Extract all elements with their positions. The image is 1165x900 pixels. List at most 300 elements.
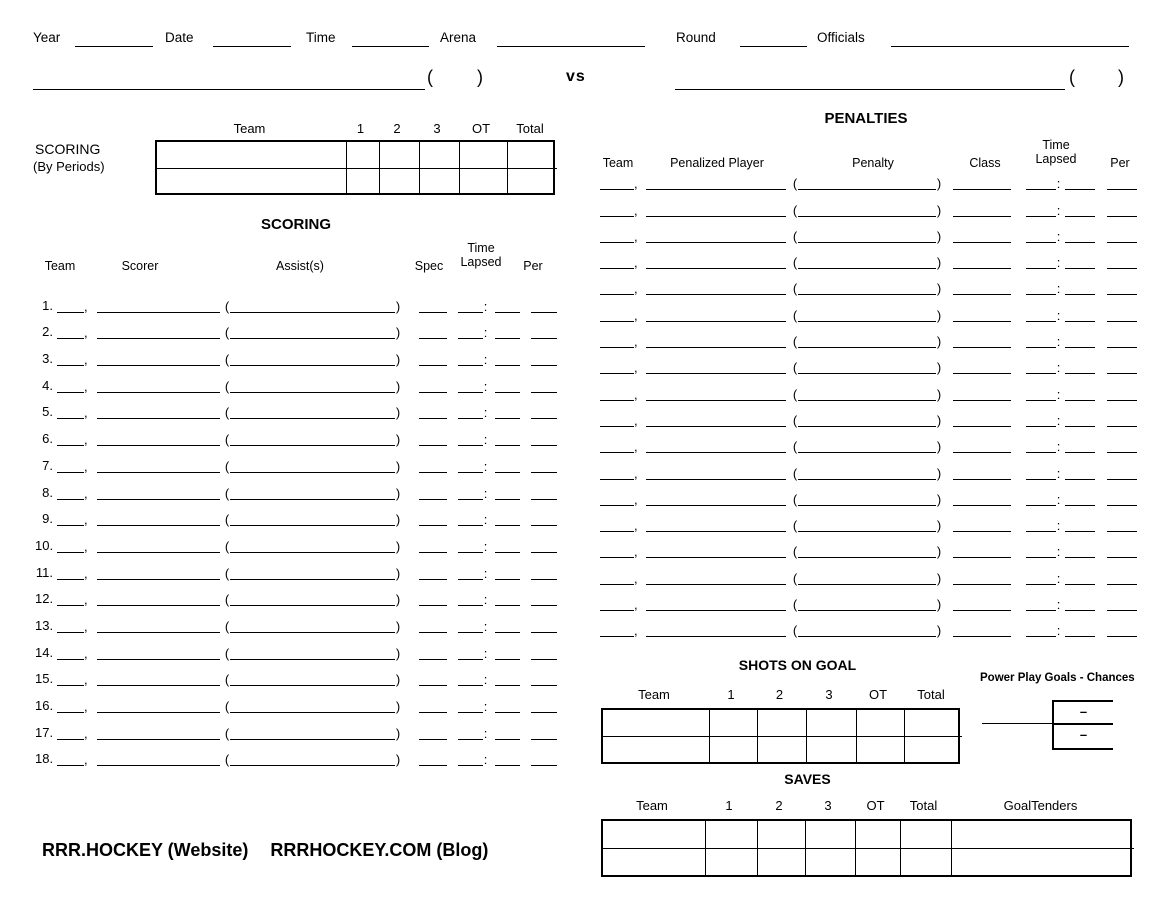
home-team-blank <box>33 89 425 90</box>
scoring-time-min-blank <box>458 672 483 686</box>
scoring-per-blank <box>531 512 557 526</box>
open-paren-symbol: ( <box>224 405 230 421</box>
colon-symbol: : <box>1056 623 1061 639</box>
table-cell <box>419 168 459 194</box>
penalty-team-blank <box>600 203 634 217</box>
close-paren-symbol: ) <box>395 618 401 634</box>
penalty-time-min-blank <box>1026 360 1056 374</box>
scoring-time-sec-blank <box>495 752 520 766</box>
penalty-row <box>600 217 1137 243</box>
scoring-spec-blank <box>419 619 447 633</box>
date-blank <box>213 46 291 47</box>
penalty-team-blank <box>600 281 634 295</box>
penalty-player-blank <box>646 518 786 532</box>
scoring-team-blank <box>57 325 84 339</box>
scoring-team-blank <box>57 459 84 473</box>
scoring-time-sec-blank <box>495 299 520 313</box>
footer <box>42 840 510 861</box>
penalty-team-blank <box>600 413 634 427</box>
open-paren-symbol: ( <box>224 699 230 714</box>
scoring-spec-blank <box>419 726 447 740</box>
scoring-time-sec-blank <box>495 486 520 500</box>
sbp-header-col-0: Team <box>233 121 266 136</box>
table-cell <box>904 710 962 736</box>
colon-symbol: : <box>1056 202 1061 218</box>
scoring-time-header-line1: Time <box>467 241 495 255</box>
open-paren-symbol: ( <box>792 334 798 350</box>
colon-symbol: : <box>1056 597 1061 613</box>
comma-symbol: , <box>84 298 88 314</box>
close-paren-symbol: ) <box>936 491 942 507</box>
table-cell <box>855 848 900 875</box>
comma-symbol: , <box>634 518 638 534</box>
open-paren-symbol: ( <box>792 412 798 428</box>
scoring-assists-blank <box>230 566 395 580</box>
scoring-assists-blank <box>230 325 395 339</box>
penalty-name-blank <box>798 466 936 480</box>
scoring-row <box>35 446 557 473</box>
table-cell <box>951 821 1134 848</box>
comma-symbol: , <box>84 352 88 368</box>
penalty-player-blank <box>646 229 786 243</box>
penalty-name-blank <box>798 597 936 611</box>
table-cell <box>705 821 757 848</box>
penalty-name-blank <box>798 255 936 269</box>
scoring-team-blank <box>57 752 84 766</box>
penalty-team-blank <box>600 334 634 348</box>
open-paren-symbol: ( <box>224 538 230 554</box>
penalties-penalty-header: Penalty <box>852 156 894 170</box>
comma-symbol: , <box>84 538 88 554</box>
penalty-per-blank <box>1107 281 1137 295</box>
penalty-time-sec-blank <box>1065 229 1095 243</box>
scoring-row-number: 5. <box>42 404 53 420</box>
scoring-assists-blank <box>230 352 395 366</box>
sog-header-col-1: 1 <box>727 687 735 702</box>
penalty-team-blank <box>600 518 634 532</box>
table-cell <box>507 142 557 168</box>
comma-symbol: , <box>634 570 638 586</box>
open-paren-symbol: ( <box>224 325 230 341</box>
table-cell <box>459 168 507 194</box>
scoring-time-sec-blank <box>495 619 520 633</box>
footer-blog: RRRHOCKEY.COM (Blog) <box>270 840 489 860</box>
table-cell <box>757 848 805 875</box>
colon-symbol: : <box>1056 570 1061 586</box>
penalty-row <box>600 427 1137 453</box>
scoring-time-header-line2: Lapsed <box>460 254 502 269</box>
penalty-per-blank <box>1107 308 1137 322</box>
scoring-time-min-blank <box>458 699 483 713</box>
scoring-row-number: 8. <box>42 484 53 500</box>
scoring-time-sec-blank <box>495 672 520 686</box>
scoring-row-number: 9. <box>42 511 53 527</box>
colon-symbol: : <box>483 752 488 768</box>
scoring-row <box>35 740 557 767</box>
penalty-row <box>600 532 1137 558</box>
comma-symbol: , <box>634 597 638 613</box>
comma-symbol: , <box>84 618 88 634</box>
open-paren-symbol: ( <box>792 597 798 613</box>
close-paren-symbol: ) <box>395 405 401 421</box>
scoring-scorer-blank <box>97 699 220 713</box>
colon-symbol: : <box>483 538 488 554</box>
penalty-row <box>600 348 1137 374</box>
scoring-scorer-blank <box>97 299 220 313</box>
colon-symbol: : <box>1056 307 1061 323</box>
close-paren-symbol: ) <box>395 432 401 448</box>
penalty-class-blank <box>953 203 1011 217</box>
penalty-team-blank <box>600 255 634 269</box>
close-paren-symbol: ) <box>936 334 942 350</box>
scoring-time-min-blank <box>458 619 483 633</box>
away-team-blank <box>675 89 1065 90</box>
scoring-row-number: 3. <box>42 351 53 367</box>
table-cell <box>346 168 379 194</box>
footer-website: RRR.HOCKEY (Website) <box>42 840 249 860</box>
penalty-name-blank <box>798 203 936 217</box>
open-paren-symbol: ( <box>792 202 798 218</box>
saves-header-col-4: OT <box>866 798 885 813</box>
penalty-time-sec-blank <box>1065 387 1095 401</box>
scoring-row-number: 4. <box>42 377 53 393</box>
away-score-open-paren: ( <box>1069 67 1075 87</box>
table-cell <box>346 142 379 168</box>
close-paren-symbol: ) <box>936 412 942 428</box>
scoring-team-blank <box>57 726 84 740</box>
penalty-time-sec-blank <box>1065 413 1095 427</box>
scoring-assists-blank <box>230 405 395 419</box>
scoring-row-number: 11. <box>35 564 53 580</box>
scoring-row-number: 2. <box>42 324 53 340</box>
power-play-team-blank <box>982 723 1052 724</box>
close-paren-symbol: ) <box>395 325 401 341</box>
penalty-name-blank <box>798 439 936 453</box>
saves-header-col-5: Total <box>909 798 938 813</box>
year-blank <box>75 46 153 47</box>
open-paren-symbol: ( <box>792 491 798 507</box>
comma-symbol: , <box>84 725 88 741</box>
scoring-time-min-blank <box>458 379 483 393</box>
penalty-team-blank <box>600 571 634 585</box>
comma-symbol: , <box>634 255 638 271</box>
colon-symbol: : <box>1056 228 1061 244</box>
penalty-player-blank <box>646 466 786 480</box>
penalty-time-sec-blank <box>1065 439 1095 453</box>
power-play-title: Power Play Goals - Chances <box>980 672 1135 684</box>
scoring-time-min-blank <box>458 459 483 473</box>
penalty-per-blank <box>1107 466 1137 480</box>
penalty-name-blank <box>798 413 936 427</box>
scoring-spec-blank <box>419 646 447 660</box>
penalty-per-blank <box>1107 597 1137 611</box>
scoring-assists-blank <box>230 539 395 553</box>
scoring-per-blank <box>531 566 557 580</box>
close-paren-symbol: ) <box>936 518 942 534</box>
scoring-per-blank <box>531 699 557 713</box>
comma-symbol: , <box>634 386 638 402</box>
scoring-assists-blank <box>230 619 395 633</box>
penalty-time-min-blank <box>1026 281 1056 295</box>
penalty-player-blank <box>646 255 786 269</box>
scoring-per-blank <box>531 646 557 660</box>
scoring-assists-blank <box>230 486 395 500</box>
colon-symbol: : <box>1056 334 1061 350</box>
arena-label: Arena <box>440 30 477 45</box>
table-cell <box>705 848 757 875</box>
comma-symbol: , <box>634 281 638 297</box>
home-score-open-paren: ( <box>427 67 433 87</box>
scoring-scorer-blank <box>97 432 220 446</box>
open-paren-symbol: ( <box>792 307 798 323</box>
scoring-team-blank <box>57 512 84 526</box>
saves-header-col-0: Team <box>636 798 668 813</box>
penalty-rows <box>600 164 1137 637</box>
scoring-spec-blank <box>419 459 447 473</box>
penalty-player-blank <box>646 308 786 322</box>
colon-symbol: : <box>483 645 488 661</box>
scoring-per-header: Per <box>523 259 543 273</box>
scoring-per-blank <box>531 325 557 339</box>
close-paren-symbol: ) <box>395 565 401 581</box>
table-cell <box>806 736 856 762</box>
scoring-scorer-blank <box>97 566 220 580</box>
penalties-time-header-line1: Time <box>1042 138 1070 152</box>
scoring-team-blank <box>57 592 84 606</box>
scoring-rows <box>35 286 557 766</box>
scoring-row <box>35 553 557 580</box>
comma-symbol: , <box>84 485 88 501</box>
scoring-team-blank <box>57 299 84 313</box>
close-paren-symbol: ) <box>395 645 401 661</box>
colon-symbol: : <box>1056 465 1061 481</box>
sbp-header-col-5: Total <box>516 121 544 136</box>
year-label: Year <box>33 30 61 45</box>
penalty-per-blank <box>1107 360 1137 374</box>
power-play-cell: – <box>1079 727 1088 742</box>
close-paren-symbol: ) <box>395 752 401 768</box>
scoring-row <box>35 713 557 740</box>
penalty-team-blank <box>600 229 634 243</box>
comma-symbol: , <box>84 378 88 394</box>
penalty-time-sec-blank <box>1065 623 1095 637</box>
comma-symbol: , <box>634 176 638 192</box>
scoring-time-sec-blank <box>495 646 520 660</box>
colon-symbol: : <box>483 405 488 421</box>
open-paren-symbol: ( <box>792 228 798 244</box>
scoring-team-blank <box>57 379 84 393</box>
table-cell <box>603 848 705 875</box>
scoring-assists-blank <box>230 459 395 473</box>
penalty-name-blank <box>798 308 936 322</box>
colon-symbol: : <box>1056 176 1061 192</box>
time-label: Time <box>306 30 336 45</box>
scoring-per-blank <box>531 299 557 313</box>
penalty-time-min-blank <box>1026 229 1056 243</box>
colon-symbol: : <box>1056 439 1061 455</box>
sog-header-col-5: Total <box>917 687 945 702</box>
penalty-time-min-blank <box>1026 255 1056 269</box>
penalty-time-min-blank <box>1026 334 1056 348</box>
scoring-team-blank <box>57 672 84 686</box>
penalty-per-blank <box>1107 439 1137 453</box>
penalty-time-sec-blank <box>1065 308 1095 322</box>
scoring-time-min-blank <box>458 432 483 446</box>
scoring-per-blank <box>531 432 557 446</box>
comma-symbol: , <box>634 544 638 560</box>
scoring-row <box>35 419 557 446</box>
scoring-team-blank <box>57 432 84 446</box>
close-paren-symbol: ) <box>395 378 401 394</box>
scoring-assists-blank <box>230 592 395 606</box>
penalty-row <box>600 558 1137 584</box>
table-cell <box>603 710 709 736</box>
table-cell <box>855 821 900 848</box>
penalty-time-min-blank <box>1026 176 1056 190</box>
colon-symbol: : <box>483 618 488 634</box>
penalty-class-blank <box>953 176 1011 190</box>
penalty-team-blank <box>600 439 634 453</box>
colon-symbol: : <box>1056 491 1061 507</box>
close-paren-symbol: ) <box>936 570 942 586</box>
table-cell <box>900 848 951 875</box>
scoring-per-blank <box>531 352 557 366</box>
scoring-scorer-blank <box>97 352 220 366</box>
penalty-per-blank <box>1107 413 1137 427</box>
scoring-assists-header: Assist(s) <box>276 259 324 273</box>
penalty-row <box>600 269 1137 295</box>
scoring-scorer-blank <box>97 405 220 419</box>
shots-on-goal-column-headers <box>601 687 960 702</box>
penalty-row <box>600 401 1137 427</box>
close-paren-symbol: ) <box>395 725 401 741</box>
open-paren-symbol: ( <box>224 725 230 741</box>
comma-symbol: , <box>84 325 88 341</box>
close-paren-symbol: ) <box>936 386 942 402</box>
scoring-by-periods-label: SCORING <box>35 141 101 157</box>
scoring-spec-blank <box>419 405 447 419</box>
scoring-spec-blank <box>419 752 447 766</box>
colon-symbol: : <box>1056 412 1061 428</box>
comma-symbol: , <box>634 334 638 350</box>
penalty-name-blank <box>798 334 936 348</box>
table-cell <box>856 710 904 736</box>
penalty-time-min-blank <box>1026 518 1056 532</box>
scoring-team-blank <box>57 352 84 366</box>
penalty-time-min-blank <box>1026 597 1056 611</box>
scoring-time-min-blank <box>458 592 483 606</box>
colon-symbol: : <box>483 458 488 474</box>
colon-symbol: : <box>483 325 488 341</box>
saves-column-headers <box>601 798 1132 813</box>
saves-header-col-1: 1 <box>725 798 733 813</box>
close-paren-symbol: ) <box>936 281 942 297</box>
penalty-class-blank <box>953 334 1011 348</box>
scoring-row <box>35 473 557 500</box>
penalties-time-lapsed-header <box>1029 139 1083 167</box>
penalties-title: PENALTIES <box>824 110 908 127</box>
penalty-class-blank <box>953 360 1011 374</box>
penalty-team-blank <box>600 360 634 374</box>
penalty-time-min-blank <box>1026 387 1056 401</box>
table-cell <box>806 710 856 736</box>
close-paren-symbol: ) <box>395 512 401 528</box>
officials-label: Officials <box>817 30 865 45</box>
comma-symbol: , <box>634 439 638 455</box>
comma-symbol: , <box>84 512 88 528</box>
open-paren-symbol: ( <box>224 645 230 661</box>
penalty-time-sec-blank <box>1065 466 1095 480</box>
scoring-time-min-blank <box>458 752 483 766</box>
table-cell <box>157 168 346 194</box>
scoring-team-header: Team <box>44 259 76 273</box>
penalty-per-blank <box>1107 255 1137 269</box>
penalty-player-blank <box>646 281 786 295</box>
scoring-scorer-blank <box>97 619 220 633</box>
scoring-time-sec-blank <box>495 432 520 446</box>
sbp-header-col-1: 1 <box>356 121 365 136</box>
penalty-class-blank <box>953 492 1011 506</box>
open-paren-symbol: ( <box>792 439 798 455</box>
penalty-player-blank <box>646 334 786 348</box>
scoring-time-sec-blank <box>495 539 520 553</box>
open-paren-symbol: ( <box>224 458 230 474</box>
penalty-class-blank <box>953 387 1011 401</box>
close-paren-symbol: ) <box>936 439 942 455</box>
scoring-row-number: 7. <box>42 457 53 473</box>
scoring-per-blank <box>531 486 557 500</box>
penalty-class-blank <box>953 439 1011 453</box>
close-paren-symbol: ) <box>936 176 942 192</box>
penalty-per-blank <box>1107 387 1137 401</box>
penalty-player-blank <box>646 387 786 401</box>
scoring-row <box>35 286 557 313</box>
penalty-class-blank <box>953 466 1011 480</box>
penalty-time-min-blank <box>1026 544 1056 558</box>
penalty-row <box>600 322 1137 348</box>
scoring-per-blank <box>531 539 557 553</box>
penalty-name-blank <box>798 281 936 295</box>
open-paren-symbol: ( <box>224 752 230 768</box>
penalty-time-sec-blank <box>1065 360 1095 374</box>
penalty-name-blank <box>798 492 936 506</box>
scoring-spec-blank <box>419 592 447 606</box>
scoring-scorer-blank <box>97 592 220 606</box>
scoring-scorer-blank <box>97 379 220 393</box>
penalty-name-blank <box>798 623 936 637</box>
scoring-time-sec-blank <box>495 459 520 473</box>
penalty-team-blank <box>600 387 634 401</box>
penalty-name-blank <box>798 544 936 558</box>
scoring-scorer-blank <box>97 512 220 526</box>
scoring-assists-blank <box>230 379 395 393</box>
penalty-row <box>600 480 1137 506</box>
scoring-row <box>35 606 557 633</box>
penalty-time-sec-blank <box>1065 255 1095 269</box>
penalty-name-blank <box>798 571 936 585</box>
scoring-row-number: 14. <box>35 644 54 660</box>
penalty-class-blank <box>953 544 1011 558</box>
open-paren-symbol: ( <box>224 672 230 688</box>
scoring-per-blank <box>531 672 557 686</box>
close-paren-symbol: ) <box>936 623 942 639</box>
colon-symbol: : <box>483 378 488 394</box>
table-cell <box>379 142 419 168</box>
arena-blank <box>497 46 645 47</box>
scoring-row <box>35 526 557 553</box>
scoring-time-min-blank <box>458 325 483 339</box>
scoring-time-sec-blank <box>495 566 520 580</box>
